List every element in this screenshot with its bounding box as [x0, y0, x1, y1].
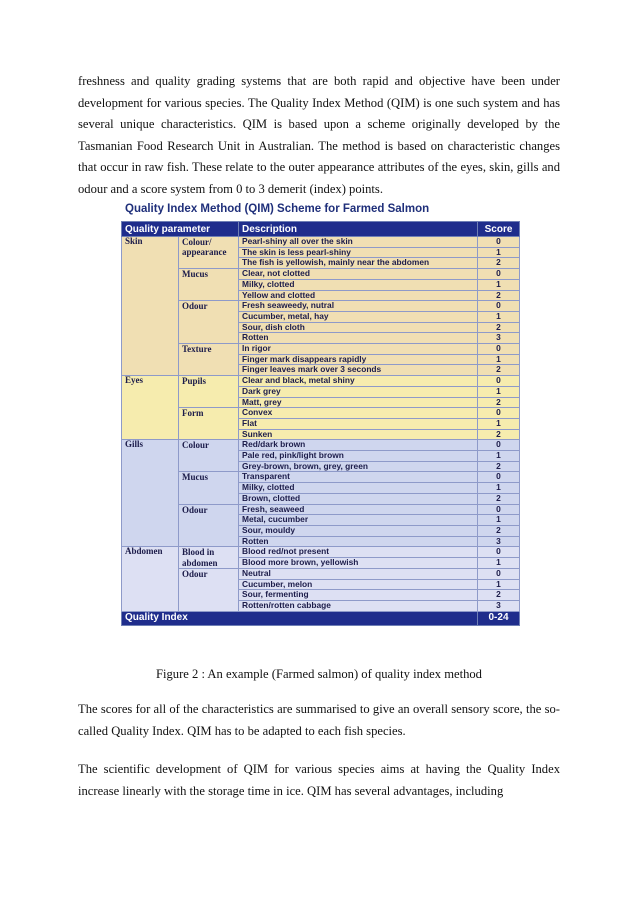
score-cell: 0	[478, 237, 520, 248]
table-row	[122, 568, 520, 579]
sub-parameter-cell: Colour/ appearance	[179, 237, 239, 269]
header-description: Description	[239, 222, 478, 237]
description-cell: Cucumber, metal, hay	[239, 311, 478, 322]
description-cell: Matt, grey	[239, 397, 478, 408]
description-cell: Transparent	[239, 472, 478, 483]
description-cell: Brown, clotted	[239, 493, 478, 504]
description-cell: The fish is yellowish, mainly near the abdomen	[239, 258, 478, 269]
sub-parameter-cell: Blood in abdomen	[179, 547, 239, 568]
score-cell: 1	[478, 558, 520, 569]
table-row	[122, 237, 520, 248]
description-cell: Cucumber, melon	[239, 579, 478, 590]
parameter-cell: Gills	[122, 440, 179, 547]
table-footer-row	[122, 611, 520, 625]
description-cell: Red/dark brown	[239, 440, 478, 451]
description-cell: Metal, cucumber	[239, 515, 478, 526]
sub-parameter-cell: Pupils	[179, 376, 239, 408]
score-cell: 3	[478, 333, 520, 344]
description-cell: Sunken	[239, 429, 478, 440]
header-score: Score	[478, 222, 520, 237]
sub-parameter-cell: Form	[179, 408, 239, 440]
description-cell: In rigor	[239, 344, 478, 355]
score-cell: 0	[478, 269, 520, 280]
description-cell: Sour, dish cloth	[239, 322, 478, 333]
description-cell: Finger mark disappears rapidly	[239, 354, 478, 365]
parameter-cell: Skin	[122, 237, 179, 376]
table-row	[122, 472, 520, 483]
table-row	[122, 269, 520, 280]
score-cell: 0	[478, 440, 520, 451]
score-cell: 2	[478, 493, 520, 504]
sub-parameter-cell: Odour	[179, 504, 239, 547]
parameter-cell: Eyes	[122, 376, 179, 440]
score-cell: 1	[478, 247, 520, 258]
score-cell: 0	[478, 472, 520, 483]
sub-parameter-cell: Odour	[179, 301, 239, 344]
table-row	[122, 408, 520, 419]
development-paragraph: The scientific development of QIM for various species aims at having the Quality Index increase linearly with the storage time in ice. QIM has several advantages, including	[78, 762, 560, 798]
description-cell: Rotten	[239, 333, 478, 344]
score-cell: 1	[478, 279, 520, 290]
description-cell: Fresh seaweedy, nutral	[239, 301, 478, 312]
score-cell: 2	[478, 590, 520, 601]
qim-table-body	[122, 237, 520, 612]
description-cell: Milky, clotted	[239, 279, 478, 290]
description-cell: Yellow and clotted	[239, 290, 478, 301]
score-cell: 0	[478, 504, 520, 515]
score-cell: 1	[478, 451, 520, 462]
qim-table	[121, 221, 520, 626]
score-cell: 0	[478, 301, 520, 312]
score-cell: 3	[478, 600, 520, 611]
score-cell: 3	[478, 536, 520, 547]
description-cell: Rotten/rotten cabbage	[239, 600, 478, 611]
description-cell: Dark grey	[239, 386, 478, 397]
description-cell: Blood more brown, yellowish	[239, 558, 478, 569]
table-row	[122, 440, 520, 451]
score-cell: 0	[478, 547, 520, 558]
description-cell: Convex	[239, 408, 478, 419]
description-cell: Sour, fermenting	[239, 590, 478, 601]
description-cell: Clear and black, metal shiny	[239, 376, 478, 387]
sub-parameter-cell: Mucus	[179, 472, 239, 504]
score-cell: 1	[478, 483, 520, 494]
header-parameter: Quality parameter	[122, 222, 239, 237]
table-header-row	[122, 222, 520, 237]
description-cell: Rotten	[239, 536, 478, 547]
score-cell: 0	[478, 344, 520, 355]
sub-parameter-cell: Colour	[179, 440, 239, 472]
description-cell: Finger leaves mark over 3 seconds	[239, 365, 478, 376]
footer-label: Quality Index	[122, 611, 478, 625]
description-cell: Sour, mouldy	[239, 525, 478, 536]
description-cell: Flat	[239, 418, 478, 429]
figure-caption: Figure 2 : An example (Farmed salmon) of quality index method	[156, 667, 482, 681]
score-cell: 0	[478, 408, 520, 419]
score-cell: 1	[478, 515, 520, 526]
score-cell: 1	[478, 311, 520, 322]
score-cell: 2	[478, 397, 520, 408]
score-cell: 2	[478, 461, 520, 472]
score-cell: 2	[478, 322, 520, 333]
description-cell: Pale red, pink/light brown	[239, 451, 478, 462]
description-cell: Grey-brown, brown, grey, green	[239, 461, 478, 472]
table-row	[122, 547, 520, 558]
score-cell: 1	[478, 418, 520, 429]
description-cell: Pearl-shiny all over the skin	[239, 237, 478, 248]
score-cell: 1	[478, 354, 520, 365]
score-cell: 0	[478, 376, 520, 387]
description-cell: Fresh, seaweed	[239, 504, 478, 515]
score-cell: 2	[478, 258, 520, 269]
sub-parameter-cell: Mucus	[179, 269, 239, 301]
score-cell: 1	[478, 579, 520, 590]
score-cell: 2	[478, 525, 520, 536]
footer-score: 0-24	[478, 611, 520, 625]
intro-paragraph: freshness and quality grading systems that are both rapid and objective have been under development for various species. The Quality Index Method (QIM) is one such system and has several unique characteristics. QIM is based upon a scheme originally developed by the Tasmanian Food Research Unit in Australian. The method is based on characteristic changes that occur in raw fish. These relate to the outer appearance attributes of the eyes, skin, gills and odour and a score system from 0 to 3 demerit (index) points.	[78, 74, 560, 196]
description-cell: Clear, not clotted	[239, 269, 478, 280]
table-row	[122, 344, 520, 355]
score-cell: 2	[478, 365, 520, 376]
score-cell: 2	[478, 290, 520, 301]
table-row	[122, 301, 520, 312]
table-row	[122, 376, 520, 387]
parameter-cell: Abdomen	[122, 547, 179, 611]
figure-title: Quality Index Method (QIM) Scheme for Farmed Salmon	[125, 203, 430, 215]
summary-paragraph: The scores for all of the characteristics are summarised to give an overall sensory score, the so-called Quality Index. QIM has to be adapted to each fish species.	[78, 702, 560, 738]
score-cell: 0	[478, 568, 520, 579]
score-cell: 1	[478, 386, 520, 397]
description-cell: Neutral	[239, 568, 478, 579]
sub-parameter-cell: Odour	[179, 568, 239, 611]
description-cell: Milky, clotted	[239, 483, 478, 494]
sub-parameter-cell: Texture	[179, 344, 239, 376]
score-cell: 2	[478, 429, 520, 440]
description-cell: Blood red/not present	[239, 547, 478, 558]
description-cell: The skin is less pearl-shiny	[239, 247, 478, 258]
table-row	[122, 504, 520, 515]
qim-figure	[121, 201, 519, 645]
